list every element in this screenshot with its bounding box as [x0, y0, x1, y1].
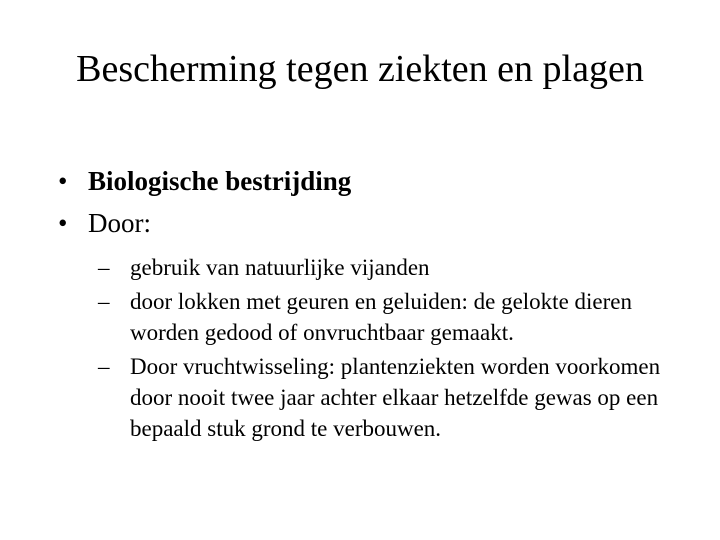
bullet-marker: • — [58, 166, 68, 196]
sub-bullet-text: door lokken met geuren en geluiden: de gelokte dieren worden gedood of onvruchtbaar gemaakt. — [130, 289, 632, 345]
sub-bullet-item — [98, 351, 690, 444]
sub-bullet-text: gebruik van natuurlijke vijanden — [130, 255, 430, 280]
sub-bullet-item — [98, 252, 690, 283]
bullet-text: Door: — [88, 208, 151, 238]
sub-bullet-list — [88, 252, 678, 444]
bullet-item — [58, 204, 678, 444]
sub-bullet-marker: – — [98, 289, 110, 314]
bullet-marker: • — [58, 208, 68, 238]
slide-title: Bescherming tegen ziekten en plagen — [76, 48, 644, 90]
bullet-text: Biologische bestrijding — [88, 166, 352, 196]
bullet-list — [58, 162, 678, 448]
sub-bullet-marker: – — [98, 255, 110, 280]
sub-bullet-item — [98, 286, 690, 348]
sub-bullet-text: Door vruchtwisseling: plantenziekten worden voorkomen door nooit twee jaar achter elkaar hetzelfde gewas op een bepaald stuk grond te verbouwen. — [130, 354, 661, 441]
bullet-item — [58, 162, 678, 200]
sub-bullet-marker: – — [98, 354, 110, 379]
